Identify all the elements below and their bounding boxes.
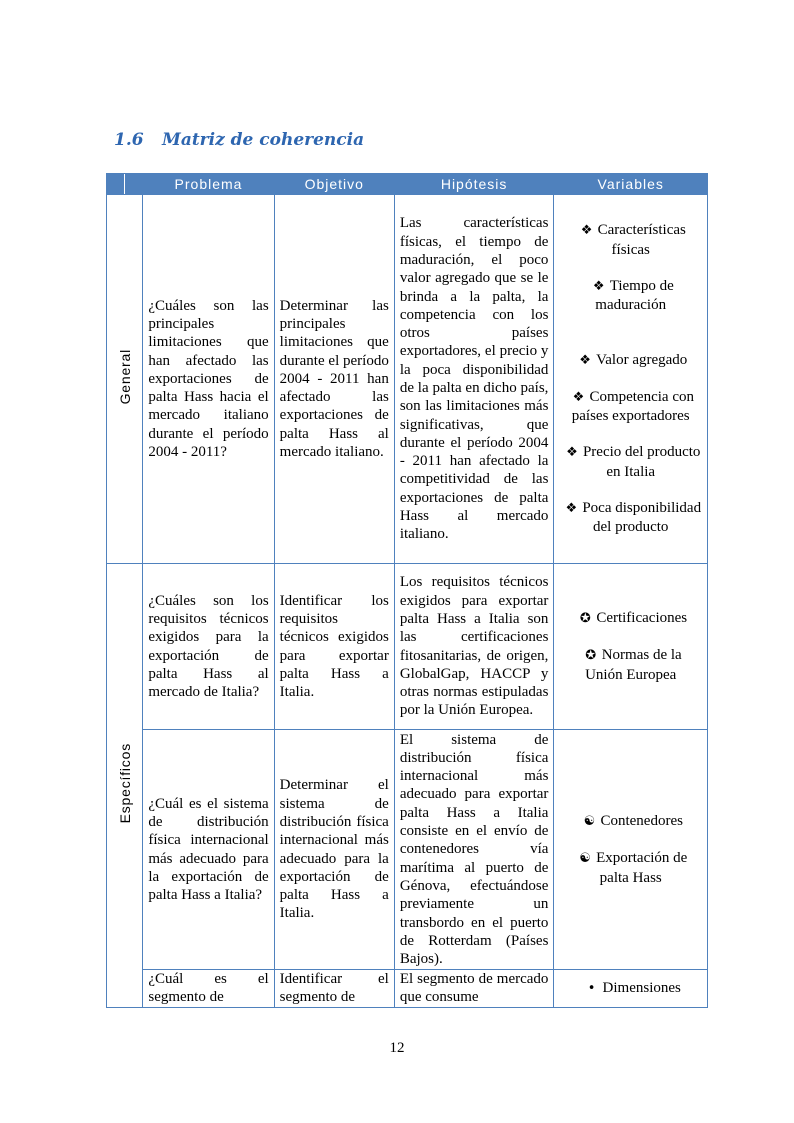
table-row-general — [107, 195, 708, 564]
objetivo-cell: Identificar los requisitos técnicos exigidos para exportar palta Hass a Italia. — [274, 564, 394, 730]
problema-cell: ¿Cuáles son las principales limitaciones que han afectado las exportaciones de palta Hass hacia el mercado italiano durante el período 2004 - 2011? — [143, 195, 274, 564]
diamond-bullet-icon: ❖ — [580, 223, 593, 239]
variable-item: ☯ Exportación de palta Hass — [559, 849, 702, 887]
group-general-label: General — [116, 348, 133, 405]
hipotesis-cell: El sistema de distribución física internacional más adecuado para exportar palta Hass a Italia consiste en el envío de contenedores vía marítima al puerto de Génova, efectuándose previamente un transbordo en el puerto de Rotterdam (Países Bajos). — [394, 730, 554, 970]
problema-cell: ¿Cuál es el sistema de distribución física internacional más adecuado para la exportación de palta Hass a Italia? — [143, 730, 274, 970]
variables-cell — [554, 730, 708, 970]
variable-item: ❖ Tiempo de maduración — [559, 277, 702, 315]
coherence-matrix-table — [106, 173, 708, 1008]
table-row-especifico — [107, 564, 708, 730]
objetivo-cell: Determinar el sistema de distribución física internacional más adecuado para la exportación de palta Hass a Italia. — [274, 730, 394, 970]
diamond-bullet-icon: ❖ — [592, 278, 605, 294]
variables-cell — [554, 564, 708, 730]
variable-item: ☯ Contenedores — [559, 812, 702, 831]
variable-item: ✪ Certificaciones — [559, 609, 702, 628]
hipotesis-cell: Los requisitos técnicos exigidos para exportar palta Hass a Italia son las certificaciones fitosanitarias, de origen, GlobalGap, HACCP y otras normas estipuladas por la Unión Europea. — [394, 564, 554, 730]
table-row-especifico — [107, 730, 708, 970]
variables-cell — [554, 970, 708, 1008]
diamond-bullet-icon: ❖ — [565, 501, 578, 517]
objetivo-cell: Identificar el segmento de — [274, 970, 394, 1008]
hipotesis-cell: Las características físicas, el tiempo de maduración, el poco valor agregado que se le brinda a la palta, la competencia con los otros países exportadores, el precio y la poca disponibilidad de la palta en dicho país, son las limitaciones más significativas, que durante el período 2004 - 2011 han afectado la competitividad de las exportaciones de palta Hass al mercado italiano. — [394, 195, 554, 564]
table-row-especifico — [107, 970, 708, 1008]
variable-item: ❖ Competencia con países exportadores — [559, 388, 702, 426]
variable-item: ❖ Características físicas — [559, 221, 702, 259]
yin-yang-bullet-icon: ☯ — [583, 814, 596, 830]
diamond-bullet-icon: ❖ — [579, 352, 591, 368]
dot-bullet-icon: • — [587, 980, 596, 996]
variable-item: ❖ Valor agregado — [559, 351, 702, 370]
diamond-bullet-icon: ❖ — [572, 389, 585, 405]
header-variables: Variables — [554, 174, 708, 195]
variable-item: ✪ Normas de la Unión Europea — [559, 646, 702, 684]
group-general-cell — [107, 195, 143, 564]
problema-cell: ¿Cuál es el segmento de — [143, 970, 274, 1008]
header-objetivo: Objetivo — [274, 174, 394, 195]
header-hipotesis: Hipótesis — [394, 174, 554, 195]
variable-item: ❖ Precio del producto en Italia — [559, 443, 702, 481]
objetivo-cell: Determinar las principales limitaciones que durante el período 2004 - 2011 han afectado las exportaciones de palta Hass al mercado italiano. — [274, 195, 394, 564]
header-blank-cell — [107, 174, 143, 195]
group-especificos-cell — [107, 564, 143, 1008]
section-number: 1.6 — [114, 130, 144, 150]
variable-item: ❖ Poca disponibilidad del producto — [559, 499, 702, 537]
variable-item: • Dimensiones — [559, 979, 702, 998]
star-bullet-icon: ✪ — [585, 648, 597, 664]
section-title: Matriz de coherencia — [162, 130, 365, 150]
page-number: 12 — [389, 1040, 405, 1056]
problema-cell: ¿Cuáles son los requisitos técnicos exigidos para la exportación de palta Hass al mercado de Italia? — [143, 564, 274, 730]
diamond-bullet-icon: ❖ — [566, 445, 578, 461]
hipotesis-cell: El segmento de mercado que consume — [394, 970, 554, 1008]
section-heading — [114, 130, 364, 150]
header-problema: Problema — [143, 174, 274, 195]
star-bullet-icon: ✪ — [579, 611, 591, 627]
yin-yang-bullet-icon: ☯ — [579, 851, 591, 867]
table-header-row — [107, 174, 708, 195]
group-especificos-label: Específicos — [116, 742, 133, 824]
variables-cell — [554, 195, 708, 564]
